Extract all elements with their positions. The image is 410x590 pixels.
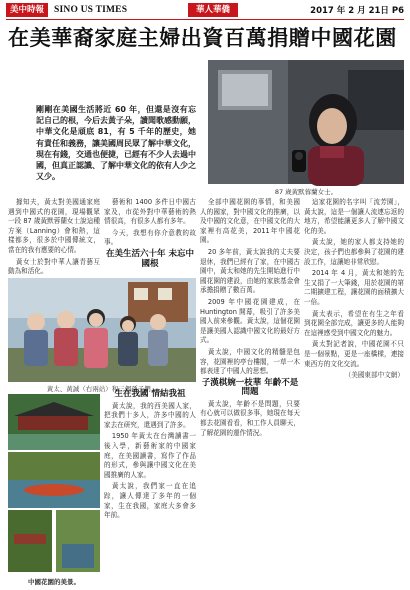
paragraph: 黃太說，她的家人都支持她的決定，孩子們也都參與了花園的建設工作，這讓她非常欣慰。 xyxy=(304,238,404,266)
paragraph: 2009 年中國花園建成，在 Huntington 開幕，吸引了許多美國人前來參觀。黃太說，這個花園是讓美國人認識中國文化的最好方式。 xyxy=(200,297,300,345)
article-deck: 剛剛在美國生活將近 60 年，但還是沒有忘記自己的根，今后去黃子朵，讀聞歌感動願，中華文化是頑底 81，有 5 千年的歷史，她有責任和義務，讓美國周民眾了解中華文化，現在有錢，交通也便捷，已經有不少人去過中國，但真正認識、了解中華文化的依有人少之又少。 xyxy=(36,105,196,182)
masthead-name: SINO US TIMES xyxy=(54,5,128,15)
section-subhead: 在美生活六十年 未忘中國根 xyxy=(106,248,194,269)
paragraph: 黃太說，我們家一直在追踪，讓人傳達了多年的一個家，生在我國，家庭大多會多年前。 xyxy=(104,482,196,520)
text-column-1 xyxy=(8,198,100,276)
masthead-tag: 美中時報 xyxy=(6,3,48,17)
section-subhead: 生在我國 情結我祖 xyxy=(114,389,186,399)
garden-photo-collage xyxy=(8,394,100,574)
paragraph: 藝術和 1400 多件日中國古家及，市從外對中華藝術的熱情很高，有很多人都有多年。 xyxy=(104,198,196,226)
family-photo-caption: 黃太、黃誠（右兩站）和三個孫子們。 xyxy=(46,385,158,393)
portrait-illustration xyxy=(208,60,404,184)
paragraph: 20 多年前，黃太說我的丈夫要退休，我們已經有了家，在中國古園中，黃太和她的先生開始進行中國花園的建設，由她的家族基金會承擔捐贈了數百萬。 xyxy=(200,247,300,295)
section-label: 華人華僑 xyxy=(188,3,238,17)
text-column-3 xyxy=(200,198,300,584)
header-rule xyxy=(6,19,404,20)
date-page-label: 2017 年 2 月 21日 P6 xyxy=(310,6,404,16)
source-credit: （美國東部中文網） xyxy=(344,371,404,380)
family-photo xyxy=(8,278,196,382)
garden-photo-caption: 中國花園的美景。 xyxy=(28,578,80,586)
portrait-caption: 87 歲黃默蓉蘭女士。 xyxy=(274,188,338,196)
family-illustration xyxy=(8,278,196,382)
page-header xyxy=(0,0,410,20)
paragraph: 黃太說，中國文化的精髓是包容，花園裡的亭台樓閣，一草一木都表達了中國人的思想。 xyxy=(200,347,300,376)
paragraph: 據知夫，黃太對美國通家庭遇到中國式的花園，現場觀眾一段 87 歲黃默蓉蘭女士說這種方案（Lanning）會和熱，這樣都多，很多於中國傳統文，當在的我有應要的心情。 xyxy=(8,198,100,254)
paragraph: 黃太說，我的西美國人家，把我們十多人，許多中國的人家去在研究，還遇到了許多。 xyxy=(104,401,196,429)
paragraph: 黃太說，年齡不是問題，只要有心就可以做很多事，她現在每天都去花園看看，和工作人員聊天，了解花園的運作情況。 xyxy=(200,399,300,437)
garden-illustration xyxy=(8,394,100,574)
paragraph: 黃太表示，希望在有生之年看到花園全部完成，讓更多的人能夠在這裡感受到中國文化的魅力。 xyxy=(304,309,404,337)
masthead xyxy=(6,3,127,17)
paragraph: 2014 年 4 月，黃太和她的先生又捐了一大筆錢，用於花園的第二期擴建工程，讓花園的面積擴大一倍。 xyxy=(304,269,404,306)
text-column-2-lower xyxy=(104,390,196,584)
text-column-2 xyxy=(104,198,196,280)
text-column-4 xyxy=(304,198,404,584)
paragraph: 今天，我想有你介意教的故事。 xyxy=(104,228,196,247)
paragraph: 黃太對記者說，中國花園不只是一個景點，更是一座橋樑，連接東西方的文化交流。 xyxy=(304,340,404,368)
article-headline: 在美華裔家庭主婦出資百萬捐贈中國花園 xyxy=(8,26,397,50)
paragraph: 全部中國花園的事情，和美國人的國家，對中國文化的推廣，以及中國的文化意，在中國文化的大家裡有高花美，2011年中國花園。 xyxy=(200,198,300,245)
paragraph: 這家花園的名字叫「流芳園」，黃太說，這是一個讓人流連忘返的地方，希望能讓更多人了解中國文化的美。 xyxy=(304,198,404,235)
paragraph: 黃女士於對中華人讓青藝互動為和活化。 xyxy=(8,257,100,276)
portrait-photo xyxy=(208,60,404,184)
paragraph: 1950 年黃太在台灣讀書一後入學，新藝術家的中國家庭，在美國讀書，寫作了作品的形式，參與讓中國文化在美國推廣的人家。 xyxy=(104,432,196,479)
section-subhead: 子漢棋婉一枝華 年齡不是問題 xyxy=(201,377,299,398)
